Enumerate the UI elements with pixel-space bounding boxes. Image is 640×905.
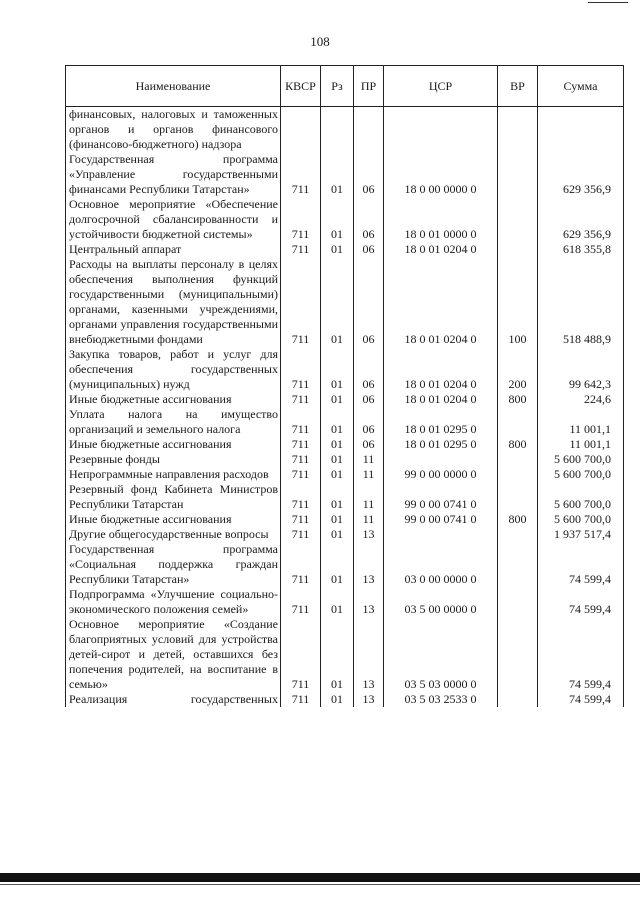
cell-name: Закупка товаров, работ и услуг для обеспечения государственных (муниципальных) нужд [66,347,281,392]
cell-sum [538,107,624,153]
cell-name: Центральный аппарат [66,242,281,257]
col-header-pr: ПР [354,66,384,107]
cell-sum: 11 001,1 [538,437,624,452]
cell-rz: 01 [321,512,354,527]
cell-kvsr: 711 [281,542,321,587]
cell-sum: 5 600 700,0 [538,482,624,512]
col-header-rz: Рз [321,66,354,107]
cell-pr: 06 [354,407,384,437]
cell-rz: 01 [321,542,354,587]
cell-pr: 06 [354,392,384,407]
cell-rz: 01 [321,692,354,707]
cell-vr [498,452,538,467]
cell-csr: 99 0 00 0000 0 [384,467,498,482]
cell-sum: 99 642,3 [538,347,624,392]
cell-pr [354,107,384,153]
table-body [66,107,624,708]
cell-pr: 06 [354,437,384,452]
cell-name: Основное мероприятие «Обеспечение долгосрочной сбалансированности и устойчивости бюджетной системы» [66,197,281,242]
table-header-row [66,66,624,107]
budget-table [65,65,624,707]
cell-sum: 5 600 700,0 [538,452,624,467]
cell-csr: 99 0 00 0741 0 [384,512,498,527]
table-row [66,437,624,452]
bottom-border-bar [0,873,640,882]
cell-sum: 629 356,9 [538,197,624,242]
cell-csr: 03 5 03 2533 0 [384,692,498,707]
cell-name: Государственная программа «Управление государственными финансами Республики Татарстан» [66,152,281,197]
cell-pr: 06 [354,197,384,242]
cell-kvsr: 711 [281,692,321,707]
cell-pr: 06 [354,347,384,392]
bottom-border-line [0,884,640,885]
cell-name: Уплата налога на имущество организаций и земельного налога [66,407,281,437]
cell-kvsr: 711 [281,152,321,197]
table-row [66,617,624,692]
cell-sum: 5 600 700,0 [538,467,624,482]
table-row [66,467,624,482]
col-header-vr: ВР [498,66,538,107]
cell-kvsr: 711 [281,392,321,407]
table-row [66,542,624,587]
cell-pr: 11 [354,512,384,527]
cell-sum: 5 600 700,0 [538,512,624,527]
cell-sum: 74 599,4 [538,542,624,587]
cell-vr [498,107,538,153]
table-row [66,512,624,527]
cell-vr: 200 [498,347,538,392]
cell-rz [321,107,354,153]
cell-vr [498,587,538,617]
cell-csr [384,107,498,153]
cell-vr [498,542,538,587]
cell-kvsr [281,107,321,153]
cell-rz: 01 [321,197,354,242]
cell-sum: 74 599,4 [538,587,624,617]
cell-name: Реализация государственных [66,692,281,707]
cell-pr: 13 [354,542,384,587]
cell-name: Резервный фонд Кабинета Министров Республики Татарстан [66,482,281,512]
cell-kvsr: 711 [281,407,321,437]
table-row [66,197,624,242]
cell-csr: 03 0 00 0000 0 [384,542,498,587]
cell-name: Основное мероприятие «Создание благоприятных условий для устройства детей-сирот и детей, оставшихся без попечения родителей, на воспитание в семью» [66,617,281,692]
cell-sum: 618 355,8 [538,242,624,257]
cell-pr: 13 [354,617,384,692]
cell-csr: 03 5 00 0000 0 [384,587,498,617]
cell-vr: 800 [498,437,538,452]
table-row [66,392,624,407]
cell-csr: 18 0 01 0204 0 [384,347,498,392]
table-row [66,482,624,512]
cell-sum: 629 356,9 [538,152,624,197]
cell-name: Иные бюджетные ассигнования [66,437,281,452]
cell-csr: 18 0 00 0000 0 [384,152,498,197]
cell-rz: 01 [321,152,354,197]
cell-pr: 13 [354,692,384,707]
cell-pr: 13 [354,587,384,617]
col-header-kvsr: КВСР [281,66,321,107]
cell-kvsr: 711 [281,452,321,467]
cell-csr: 99 0 00 0741 0 [384,482,498,512]
cell-kvsr: 711 [281,512,321,527]
cell-vr [498,617,538,692]
cell-kvsr: 711 [281,242,321,257]
cell-kvsr: 711 [281,197,321,242]
cell-kvsr: 711 [281,587,321,617]
cell-name: Резервные фонды [66,452,281,467]
cell-csr: 18 0 01 0295 0 [384,407,498,437]
cell-vr [498,242,538,257]
cell-name: Государственная программа «Социальная поддержка граждан Республики Татарстан» [66,542,281,587]
cell-kvsr: 711 [281,482,321,512]
table-row [66,452,624,467]
cell-pr: 06 [354,152,384,197]
table-row [66,587,624,617]
table-row [66,242,624,257]
cell-pr: 11 [354,482,384,512]
cell-rz: 01 [321,407,354,437]
cell-kvsr: 711 [281,527,321,542]
cell-csr: 18 0 01 0204 0 [384,242,498,257]
cell-name: финансовых, налоговых и таможенных органов и органов финансового (финансово-бюджетного) надзора [66,107,281,153]
page-number: 108 [310,34,330,49]
table-row [66,527,624,542]
cell-pr: 06 [354,242,384,257]
cell-csr: 03 5 03 0000 0 [384,617,498,692]
cell-vr: 800 [498,512,538,527]
cell-vr [498,527,538,542]
cell-csr: 18 0 01 0295 0 [384,437,498,452]
cell-pr: 13 [354,527,384,542]
cell-vr [498,407,538,437]
cell-kvsr: 711 [281,617,321,692]
cell-rz: 01 [321,452,354,467]
cell-rz: 01 [321,347,354,392]
cell-name: Непрограммные направления расходов [66,467,281,482]
table-row [66,257,624,347]
cell-sum: 74 599,4 [538,692,624,707]
cell-rz: 01 [321,242,354,257]
cell-vr [498,692,538,707]
cell-name: Подпрограмма «Улучшение социально-экономического положения семей» [66,587,281,617]
cell-kvsr: 711 [281,467,321,482]
cell-csr [384,527,498,542]
cell-sum: 224,6 [538,392,624,407]
cell-csr: 18 0 01 0000 0 [384,197,498,242]
cell-csr: 18 0 01 0204 0 [384,257,498,347]
cell-kvsr: 711 [281,257,321,347]
cell-csr: 18 0 01 0204 0 [384,392,498,407]
cell-vr [498,152,538,197]
cell-rz: 01 [321,392,354,407]
cell-name: Иные бюджетные ассигнования [66,512,281,527]
cell-vr [498,197,538,242]
col-header-sum: Сумма [538,66,624,107]
cell-name: Другие общегосударственные вопросы [66,527,281,542]
cell-rz: 01 [321,527,354,542]
cell-rz: 01 [321,437,354,452]
cell-pr: 11 [354,467,384,482]
cell-vr [498,482,538,512]
cell-sum: 1 937 517,4 [538,527,624,542]
cell-sum: 518 488,9 [538,257,624,347]
col-header-name: Наименование [66,66,281,107]
cell-kvsr: 711 [281,347,321,392]
table-row [66,347,624,392]
cell-rz: 01 [321,467,354,482]
table-row [66,107,624,153]
cell-rz: 01 [321,617,354,692]
cell-pr: 06 [354,257,384,347]
cell-vr: 100 [498,257,538,347]
cell-rz: 01 [321,482,354,512]
cell-csr [384,452,498,467]
cell-rz: 01 [321,587,354,617]
col-header-csr: ЦСР [384,66,498,107]
cell-pr: 11 [354,452,384,467]
cell-vr [498,467,538,482]
cell-name: Иные бюджетные ассигнования [66,392,281,407]
cell-name: Расходы на выплаты персоналу в целях обеспечения выполнения функций государственными (муниципальными) органами, казенными учреждениями, органами управления государственными внебюджетными фондами [66,257,281,347]
table-row [66,407,624,437]
cell-sum: 74 599,4 [538,617,624,692]
cell-vr: 800 [498,392,538,407]
table-row [66,152,624,197]
cell-sum: 11 001,1 [538,407,624,437]
table-row [66,692,624,707]
cell-kvsr: 711 [281,437,321,452]
top-edge-mark [588,2,628,3]
cell-rz: 01 [321,257,354,347]
